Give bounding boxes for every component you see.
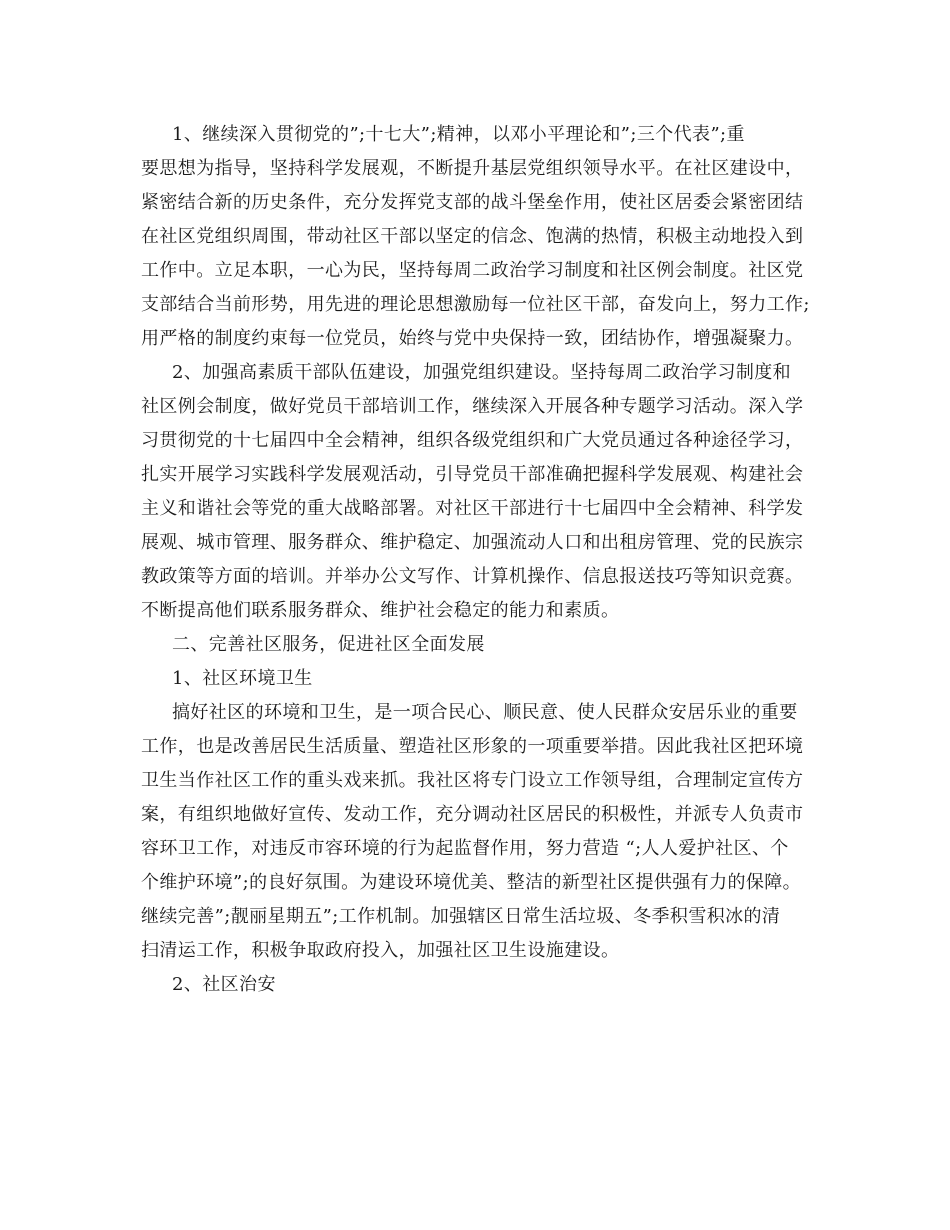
subheading-security [141, 968, 821, 1002]
text-line: 紧密结合新的历史条件，充分发挥党支部的战斗堡垒作用，使社区居委会紧密团结 [141, 192, 804, 213]
text-line: 搞好社区的环境和卫生，是一项合民心、顺民意、使人民群众安居乐业的重要 [172, 702, 798, 723]
text-line: 容环卫工作，对违反市容环境的行为起监督作用，努力营造 “;人人爱护社区、个 [141, 838, 789, 859]
text-line: 1、继续深入贯彻党的”;十七大”;精神，以邓小平理论和”;三个代表”;重 [172, 124, 745, 145]
text-line: 主义和谐社会等党的重大战略部署。对社区干部进行十七届四中全会精神、科学发 [141, 498, 804, 519]
text-line: 在社区党组织周围，带动社区干部以坚定的信念、饱满的热情，积极主动地投入到 [141, 226, 804, 247]
paragraph-1 [141, 118, 821, 356]
text-line: 工作中。立足本职，一心为民，坚持每周二政治学习制度和社区例会制度。社区党 [141, 260, 804, 281]
text-line: 习贯彻党的十七届四中全会精神，组织各级党组织和广大党员通过各种途径学习， [141, 430, 804, 451]
text-line: 扎实开展学习实践科学发展观活动，引导党员干部准确把握科学发展观、构建社会 [141, 464, 804, 485]
text-line: 卫生当作社区工作的重头戏来抓。我社区将专门设立工作领导组，合理制定宣传方 [141, 770, 804, 791]
text-line: 工作，也是改善居民生活质量、塑造社区形象的一项重要举措。因此我社区把环境 [141, 736, 804, 757]
text-line: 要思想为指导，坚持科学发展观，不断提升基层党组织领导水平。在社区建设中， [141, 158, 804, 179]
text-line: 2、加强高素质干部队伍建设，加强党组织建设。坚持每周二政治学习制度和 [172, 362, 792, 383]
subheading-text: 2、社区治安 [172, 974, 276, 995]
text-line: 展观、城市管理、服务群众、维护稳定、加强流动人口和出租房管理、党的民族宗 [141, 532, 804, 553]
subheading-text: 1、社区环境卫生 [172, 668, 313, 689]
text-line: 不断提高他们联系服务群众、维护社会稳定的能力和素质。 [141, 600, 620, 621]
text-line: 社区例会制度，做好党员干部培训工作，继续深入开展各种专题学习活动。深入学 [141, 396, 804, 417]
section-heading-2 [141, 628, 821, 662]
text-line: 个维护环境”;的良好氛围。为建设环境优美、整洁的新型社区提供强有力的保障。 [141, 872, 802, 893]
text-line: 继续完善”;靓丽星期五”;工作机制。加强辖区日常生活垃圾、冬季积雪积冰的清 [141, 906, 781, 927]
document-body [141, 118, 821, 1002]
text-line: 扫清运工作，积极争取政府投入，加强社区卫生设施建设。 [141, 940, 620, 961]
text-line: 教政策等方面的培训。并举办公文写作、计算机操作、信息报送技巧等知识竞赛。 [141, 566, 804, 587]
section-heading-text: 二、完善社区服务，促进社区全面发展 [172, 634, 485, 655]
text-line: 案，有组织地做好宣传、发动工作，充分调动社区居民的积极性，并派专人负责市 [141, 804, 804, 825]
text-line: 支部结合当前形势，用先进的理论思想激励每一位社区干部，奋发向上，努力工作; [141, 294, 810, 315]
paragraph-environment [141, 696, 821, 968]
subheading-environment [141, 662, 821, 696]
text-line: 用严格的制度约束每一位党员，始终与党中央保持一致，团结协作，增强凝聚力。 [141, 328, 804, 349]
paragraph-2 [141, 356, 821, 628]
